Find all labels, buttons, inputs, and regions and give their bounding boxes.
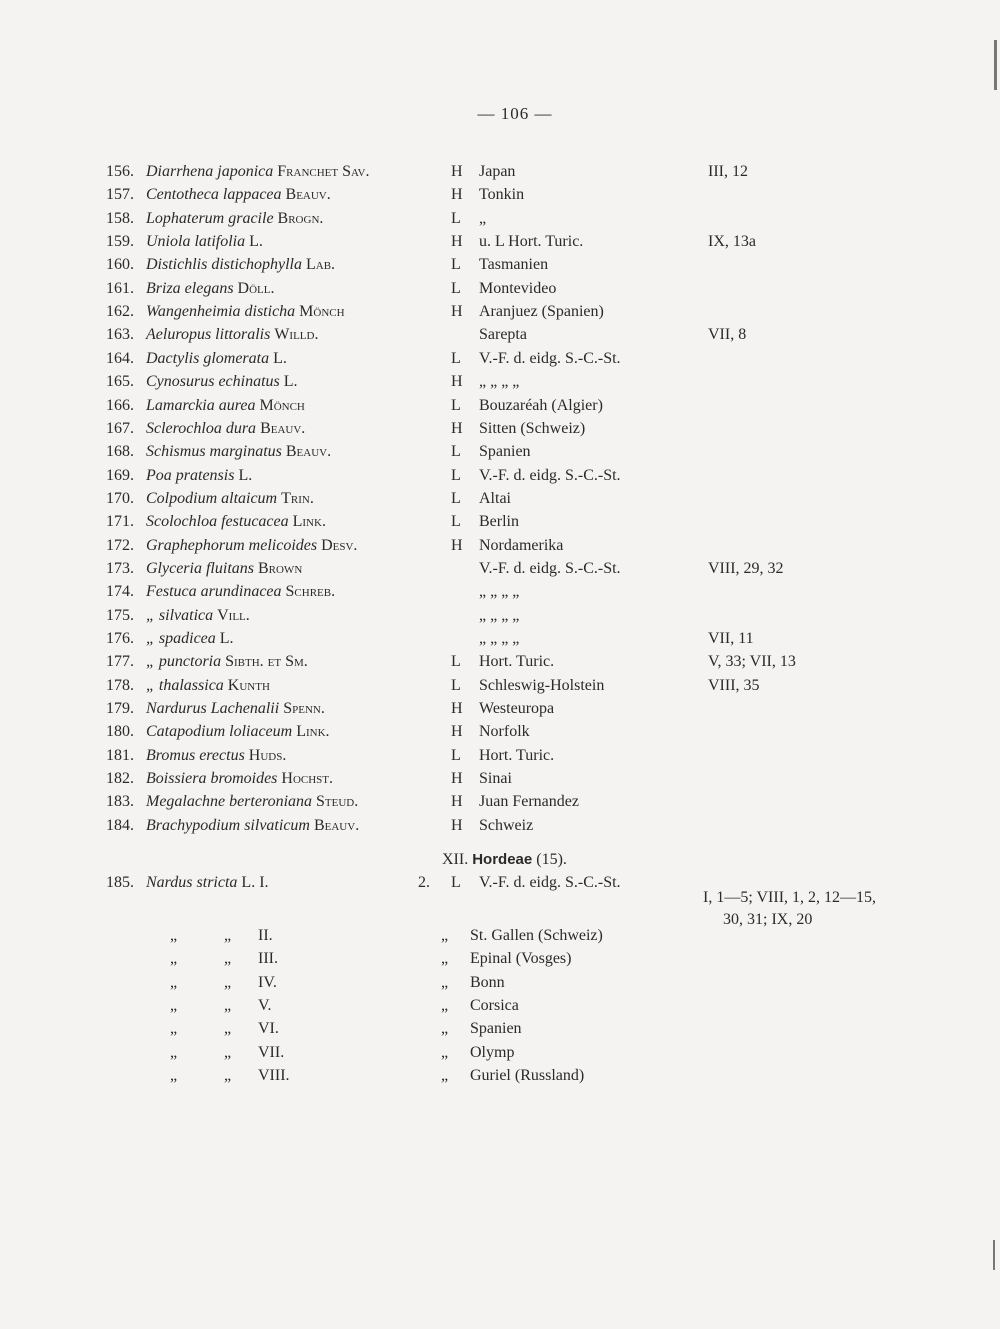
origin-place: Berlin [479, 513, 519, 531]
species-name [146, 253, 335, 276]
author: Kunth [227, 676, 270, 694]
table-row [0, 323, 1000, 346]
author: Beauv. [260, 419, 306, 437]
hl-code: H [451, 770, 463, 788]
table-row [0, 370, 1000, 393]
hl-code: L [451, 256, 461, 274]
hl-code: L [451, 746, 461, 764]
ditto-mark: „ [170, 927, 178, 944]
ditto-mark: „ [224, 1043, 232, 1061]
ditto-mark: „ [224, 973, 232, 991]
entry-number: 181. [106, 746, 134, 764]
author: Desv. [321, 536, 358, 554]
species-name [146, 183, 331, 206]
genus-species: Glyceria fluitans [146, 559, 254, 577]
genus-species: Scolochloa festucacea [146, 513, 289, 531]
species-name [146, 300, 345, 323]
genus-species: Brachypodium silvaticum [146, 816, 310, 834]
species-name [146, 487, 314, 510]
species-name [146, 814, 359, 837]
genus-species: Colpodium altaicum [146, 489, 278, 507]
entry-number: 170. [106, 489, 134, 507]
species-name [146, 534, 357, 557]
author: L. [219, 630, 234, 647]
hl-code: L [451, 466, 461, 484]
entry-number: 180. [106, 723, 134, 741]
genus-species: Cynosurus echinatus [146, 373, 280, 391]
author: Brogn. [277, 209, 324, 227]
variant-roman: II. [258, 927, 273, 944]
genus-species: Poa pratensis [146, 466, 235, 484]
origin-place: Juan Fernandez [479, 793, 579, 811]
origin-place: Westeuropa [479, 700, 555, 718]
species-name [146, 510, 326, 533]
species-name [146, 323, 318, 346]
table-row [0, 277, 1000, 300]
species-name [146, 464, 252, 487]
genus-species: Diarrhena japonica [146, 163, 274, 180]
page-number: — 106 — [477, 104, 553, 123]
ditto-mark: „ [224, 950, 232, 968]
species-name [146, 697, 325, 720]
author: Hochst. [281, 770, 334, 788]
author: Schreb. [285, 583, 336, 601]
origin-place: Bonn [470, 973, 505, 991]
hl-code: H [451, 816, 463, 834]
table-row [0, 440, 1000, 463]
genus-species: Wangenheimia disticha [146, 303, 296, 321]
genus-species: Catapodium loliaceum [146, 723, 293, 741]
margin-mark [993, 1240, 995, 1270]
genus-species: Dactylis glomerata [146, 349, 270, 367]
plate-reference: VIII, 35 [708, 676, 760, 694]
origin-place: Sinai [479, 770, 512, 788]
genus-species: „ thalassica [146, 676, 224, 694]
origin-place: Epinal (Vosges) [470, 950, 572, 968]
table-row [0, 674, 1000, 697]
hl-code: H [451, 233, 463, 251]
entry-number: 182. [106, 770, 134, 788]
genus-species: „ silvatica [146, 606, 214, 624]
genus-species: Nardurus Lachenalii [146, 700, 280, 718]
ditto-mark: „ [441, 950, 449, 968]
genus-species: Centotheca lappacea [146, 186, 282, 204]
table-row [0, 160, 1000, 183]
species-name [146, 440, 331, 463]
ditto-mark: „ [441, 927, 449, 944]
table-row [0, 627, 1000, 650]
margin-mark [994, 40, 997, 90]
origin-place: Schleswig-Holstein [479, 676, 605, 694]
species-name [146, 627, 234, 650]
origin-place: Tonkin [479, 186, 525, 204]
entry-number: 175. [106, 606, 134, 624]
table-row [0, 464, 1000, 487]
ditto-mark: „ [441, 1043, 449, 1061]
plate-reference: III, 12 [708, 163, 748, 180]
author: Mönch [299, 303, 345, 321]
variant-roman: V. [258, 996, 272, 1014]
variant-roman: III. [258, 950, 278, 968]
ditto-mark: „ [441, 1066, 449, 1084]
table-row [0, 604, 1000, 627]
ditto-mark: „ [224, 1020, 232, 1038]
genus-species: Briza elegans [146, 279, 234, 297]
nardus-ref-line-2: 30, 31; IX, 20 [723, 911, 813, 928]
plate-reference: VIII, 29, 32 [708, 559, 784, 577]
table-row [0, 790, 1000, 813]
origin-place: Hort. Turic. [479, 746, 555, 764]
origin-place: Montevideo [479, 279, 557, 297]
variant-roman: VII. [258, 1043, 285, 1061]
entry-number: 171. [106, 513, 134, 531]
species-name [146, 277, 274, 300]
genus-species: Festuca arundinacea [146, 583, 282, 601]
species-name [146, 347, 287, 370]
section-heading [442, 848, 567, 871]
origin-place: St. Gallen (Schweiz) [470, 927, 603, 944]
plate-reference: VII, 11 [708, 630, 754, 647]
author: L. [273, 349, 287, 367]
hl-code: H [451, 163, 463, 180]
species-name [146, 207, 323, 230]
table-row [0, 417, 1000, 440]
genus-species: Bromus erectus [146, 746, 245, 764]
table-row [0, 230, 1000, 253]
entry-number: 156. [106, 163, 134, 180]
hl-code: L [451, 653, 461, 671]
ditto-mark: „ [170, 996, 178, 1014]
table-row [0, 183, 1000, 206]
plate-reference: IX, 13a [708, 233, 756, 251]
genus-species: Graphephorum melicoides [146, 536, 318, 554]
table-row [0, 557, 1000, 580]
author: Lab. [306, 256, 336, 274]
origin-place: Guriel (Russland) [470, 1066, 585, 1084]
author: Franchet Sav. [277, 163, 370, 180]
origin-place: Aranjuez (Spanien) [479, 303, 604, 321]
entry-number: 158. [106, 209, 134, 227]
section-name: Hordeae [472, 851, 533, 868]
origin-place: V.-F. d. eidg. S.-C.-St. [479, 466, 621, 484]
hl-code: H [451, 303, 463, 321]
table-row [0, 814, 1000, 837]
origin-place: Altai [479, 489, 511, 507]
origin-place: u. L Hort. Turic. [479, 233, 584, 251]
species-name [146, 160, 369, 183]
origin-place: Hort. Turic. [479, 653, 555, 671]
origin-place: V.-F. d. eidg. S.-C.-St. [479, 559, 621, 577]
variant-roman: I. [259, 874, 269, 891]
origin-place: V.-F. d. eidg. S.-C.-St. [479, 874, 621, 891]
hl-code: L [451, 676, 461, 694]
species-name [146, 871, 269, 894]
author: Trin. [281, 489, 314, 507]
entry-number: 179. [106, 700, 134, 718]
species-name [146, 720, 330, 743]
author: L. [241, 874, 256, 891]
plate-reference: VII, 8 [708, 326, 747, 344]
author: Huds. [248, 746, 287, 764]
genus-species: „ spadicea [146, 630, 216, 647]
entry-number: 169. [106, 466, 134, 484]
table-row [0, 253, 1000, 276]
author: Link. [292, 513, 326, 531]
table-row [0, 534, 1000, 557]
author: Willd. [274, 326, 319, 344]
entry-number: 157. [106, 186, 134, 204]
variant-roman: VI. [258, 1020, 279, 1038]
table-row [0, 347, 1000, 370]
ditto-mark: „ [170, 1066, 178, 1084]
entry-number: 185. [106, 874, 134, 891]
ditto-mark: „ [170, 973, 178, 991]
origin-place: Nordamerika [479, 536, 564, 554]
species-name [146, 557, 302, 580]
table-row [0, 300, 1000, 323]
table-row [0, 720, 1000, 743]
author: L. [238, 466, 253, 484]
entry-number: 161. [106, 279, 134, 297]
origin-place: Sarepta [479, 326, 527, 344]
species-name [146, 394, 305, 417]
species-name [146, 370, 298, 393]
table-row [0, 510, 1000, 533]
ditto-mark: „ [224, 1066, 232, 1084]
author: Steud. [316, 793, 359, 811]
hl-code: L [451, 489, 461, 507]
variant-roman: IV. [258, 973, 277, 991]
nardus-ref-line-1: I, 1—5; VIII, 1, 2, 12—15, [703, 889, 877, 906]
origin-place: „ „ „ „ [479, 630, 520, 647]
ditto-mark: „ [170, 1043, 178, 1061]
hl-code: L [451, 874, 461, 891]
hl-code: H [451, 536, 463, 554]
species-name [146, 767, 333, 790]
genus-species: Boissiera bromoides [146, 770, 278, 788]
origin-place: Tasmanien [479, 256, 549, 274]
author: L. [249, 233, 263, 251]
hl-code: H [451, 723, 463, 741]
table-row [0, 580, 1000, 603]
entry-number: 176. [106, 630, 134, 647]
plate-reference: V, 33; VII, 13 [708, 653, 796, 671]
author: L. [283, 373, 298, 391]
origin-place: Olymp [470, 1043, 515, 1061]
origin-place: Corsica [470, 996, 519, 1014]
entry-number: 162. [106, 303, 134, 321]
section-count: (15). [536, 851, 567, 868]
entry-number: 184. [106, 816, 134, 834]
table-row [0, 207, 1000, 230]
entry-number: 159. [106, 233, 134, 251]
entry-number: 174. [106, 583, 134, 601]
entry-number: 165. [106, 373, 134, 391]
origin-place: „ [479, 209, 487, 227]
origin-place: Japan [479, 163, 516, 180]
entry-number: 160. [106, 256, 134, 274]
hl-code: L [451, 349, 461, 367]
hl-code: H [451, 700, 463, 718]
hl-code: H [451, 373, 463, 391]
entry-number: 183. [106, 793, 134, 811]
ditto-mark: „ [224, 927, 232, 944]
genus-species: Distichlis distichophylla [146, 256, 302, 274]
entry-number: 166. [106, 396, 134, 414]
genus-species: Megalachne berteroniana [146, 793, 313, 811]
genus-species: Nardus stricta [146, 874, 238, 891]
hl-code: L [451, 443, 461, 461]
genus-species: Lamarckia aurea [146, 396, 256, 414]
variant-roman: VIII. [258, 1066, 290, 1084]
author: Brown [257, 559, 303, 577]
hl-code: H [451, 419, 463, 437]
origin-place: Spanien [470, 1020, 522, 1038]
table-row [0, 697, 1000, 720]
species-name [146, 790, 358, 813]
entry-number: 177. [106, 653, 134, 671]
table-row [0, 744, 1000, 767]
origin-place: Spanien [479, 443, 531, 461]
table-row [0, 767, 1000, 790]
ditto-mark: „ [441, 1020, 449, 1038]
hl-code: H [451, 793, 463, 811]
author: Mönch [259, 396, 305, 414]
hl-code: L [451, 209, 461, 227]
entry-number: 167. [106, 419, 134, 437]
author: Link. [296, 723, 330, 741]
author: Döll. [237, 279, 275, 297]
table-row [0, 650, 1000, 673]
author: Beauv. [285, 186, 331, 204]
genus-species: Lophaterum gracile [146, 209, 274, 227]
table-row [0, 394, 1000, 417]
section-roman: XII. [442, 851, 469, 868]
entry-number: 164. [106, 349, 134, 367]
species-name [146, 604, 250, 627]
hl-code: H [451, 186, 463, 204]
origin-place: „ „ „ „ [479, 606, 520, 624]
author: Spenn. [283, 700, 325, 718]
entry-number: 168. [106, 443, 134, 461]
origin-place: Sitten (Schweiz) [479, 419, 586, 437]
author: Sibth. et Sm. [225, 653, 308, 671]
genus-species: Uniola latifolia [146, 233, 246, 251]
ditto-mark: „ [170, 1020, 178, 1038]
author: Vill. [217, 606, 250, 624]
genus-species: Schismus marginatus [146, 443, 282, 461]
entry-number: 178. [106, 676, 134, 694]
genus-species: „ punctoria [146, 653, 222, 671]
species-name [146, 650, 308, 673]
hl-code: L [451, 279, 461, 297]
ditto-mark: „ [441, 973, 449, 991]
origin-place: „ „ „ „ [479, 373, 520, 391]
entry-number: 173. [106, 559, 134, 577]
origin-place: Norfolk [479, 723, 530, 741]
species-name [146, 580, 335, 603]
origin-place: Bouzaréah (Algier) [479, 396, 603, 414]
species-name [146, 744, 286, 767]
hl-code: L [451, 513, 461, 531]
origin-place: „ „ „ „ [479, 583, 520, 601]
entry-number: 172. [106, 536, 134, 554]
species-name [146, 674, 270, 697]
entry-number: 163. [106, 326, 134, 344]
author: Beauv. [313, 816, 360, 834]
ditto-mark: „ [441, 996, 449, 1014]
ditto-mark: „ [170, 950, 178, 968]
origin-place: Schweiz [479, 816, 534, 834]
entry-count: 2. [418, 874, 430, 891]
species-name [146, 417, 305, 440]
author: Beauv. [285, 443, 332, 461]
table-row [0, 487, 1000, 510]
genus-species: Aeluropus littoralis [146, 326, 271, 344]
genus-species: Sclerochloa dura [146, 419, 257, 437]
species-name [146, 230, 263, 253]
hl-code: L [451, 396, 461, 414]
origin-place: V.-F. d. eidg. S.-C.-St. [479, 349, 621, 367]
ditto-mark: „ [224, 996, 232, 1014]
